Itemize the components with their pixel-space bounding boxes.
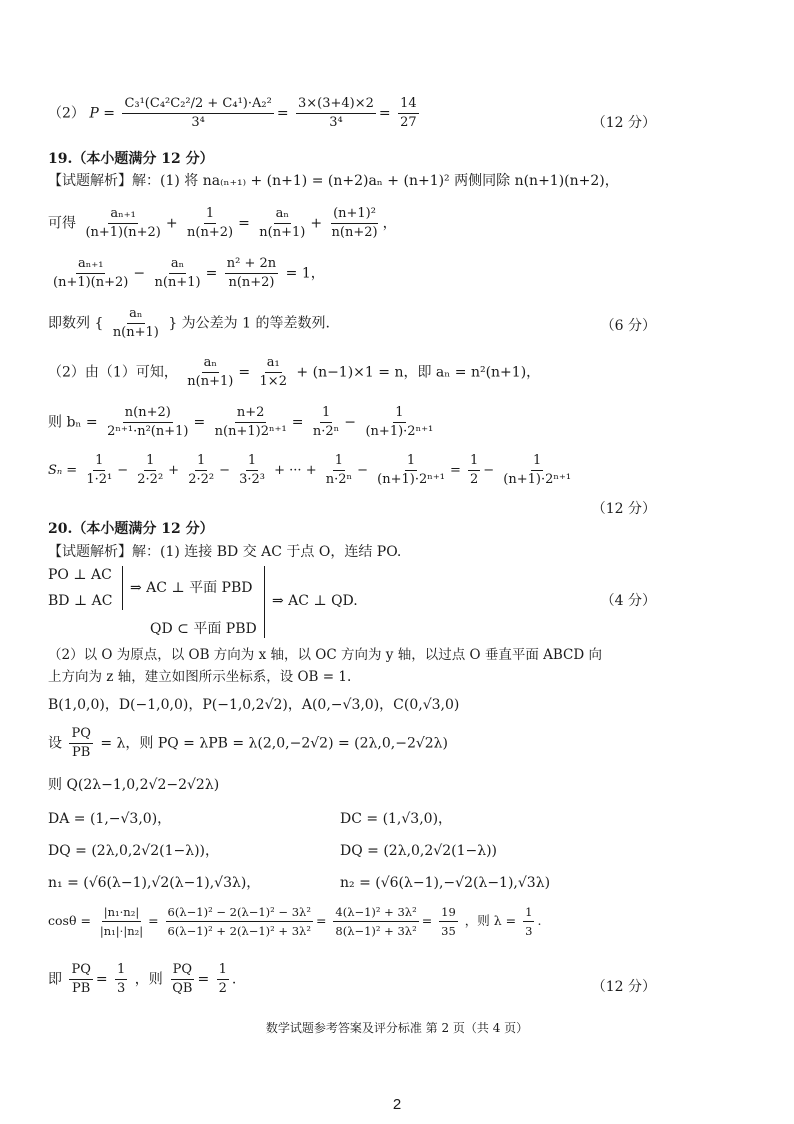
p18-lhs: P = <box>89 105 115 122</box>
q19-score1: （6 分） <box>600 318 656 334</box>
q20-cond3: ⇒ AC ⊥ 平面 PBD <box>130 580 253 596</box>
q20-score2: （12 分） <box>591 979 656 995</box>
q20-cond1: PO ⊥ AC <box>48 567 112 583</box>
q19-score2: （12 分） <box>591 501 656 517</box>
q20-dq2: DQ = (2λ,0,2√2(1−λ)) <box>340 843 498 859</box>
q20-part2-line1: （2）以 O 为原点，以 OB 方向为 x 轴，以 OC 方向为 y 轴，以过点 O 垂直平面 ABCD 向 <box>48 647 603 663</box>
p18-frac3: $\frac{14}{27}$ <box>400 96 417 130</box>
q20-part2-line2: 上方向为 z 轴，建立如图所示坐标系，设 OB = 1. <box>48 669 352 685</box>
q20-set-line: 设 $\frac{PQ}{PB}$ = λ，则 PQ = λPB = λ(2,0,−2√2) = (2λ,0,−2√2λ) <box>48 726 449 760</box>
q20-score1: （4 分） <box>600 593 656 609</box>
q20-header: 20.（本小题满分 12 分） <box>48 521 214 537</box>
p18-score: （12 分） <box>591 115 656 131</box>
q20-brace-left <box>122 566 123 610</box>
page-footer: 数学试题参考答案及评分标准 第 2 页（共 4 页） <box>265 1021 529 1035</box>
p18-frac2: $\frac{3\times(3+4)\times 2}{\text{3⁴}}$ <box>298 96 374 130</box>
q20-cond2: BD ⊥ AC <box>48 593 113 609</box>
p18-frac1: $\frac{\text{C₃¹(C₄²C₂²/2 + C₄¹)·A₂²}}{\text{3⁴}}$ <box>124 96 272 130</box>
p18-equation: （2） P = $\frac{\text{C₃¹(C₄²C₂²/2 + C₄¹)·A₂²}}{\text{3⁴}}$ = $\frac{3\times(3+4)\times 2}{\text{3⁴}}$ = $\frac{14}{27}$ <box>48 96 417 130</box>
q20-da: DA = (1,−√3,0)， <box>48 811 172 827</box>
q19-header: 19.（本小题满分 12 分） <box>48 151 214 167</box>
p18-label: （2） <box>48 105 85 122</box>
q20-coords: B(1,0,0)，D(−1,0,0)，P(−1,0,2√2)，A(0,−√3,0)，C(0,√3,0) <box>48 697 460 713</box>
q20-n2: n₂ = (√6(λ−1),−√2(λ−1),√3λ) <box>340 875 551 891</box>
page-number: 2 <box>392 1096 402 1113</box>
q19-line6: 则 bₙ = $\frac{n(n+2)}{\text{2ⁿ⁺¹·n²(n+1)}}$ = $\frac{n+2}{\text{n(n+1)2ⁿ⁺¹}}$ = $\frac{1}{\text{n·2ⁿ}}$ − $\frac{1}{\text{(n+1)·2ⁿ⁺¹}}$ <box>48 405 434 439</box>
q19-line5: （2）由（1）可知， $\frac{\text{aₙ}}{n(n+1)}$ = $\frac{\text{a₁}}{1\times 2}$ + (n−1)×1 = n，即 aₙ = n²(n+1)， <box>48 355 541 389</box>
q19-intro: 【试题解析】解：(1) 将 na₍ₙ₊₁₎ + (n+1) = (n+2)aₙ + (n+1)² 两侧同除 n(n+1)(n+2)， <box>48 173 619 189</box>
q20-cond5: ⇒ AC ⊥ QD. <box>272 593 358 609</box>
q20-n1: n₁ = (√6(λ−1),√2(λ−1),√3λ)， <box>48 875 261 891</box>
q20-cond4: QD ⊂ 平面 PBD <box>150 621 257 637</box>
q20-final-line: 即 $\frac{PQ}{PB}$ = $\frac{1}{3}$ ，则 $\frac{PQ}{QB}$ = $\frac{1}{2}$ . <box>48 962 237 996</box>
q19-line2: 可得 $\frac{\text{aₙ₊₁}}{(n+1)(n+2)}$ + $\frac{1}{n(n+2)}$ = $\frac{\text{aₙ}}{n(n+1)}$ + $\frac{\text{(n+1)²}}{n(n+2)}$ ， <box>48 206 397 240</box>
q20-intro: 【试题解析】解：(1) 连接 BD 交 AC 于点 O，连结 PO. <box>48 544 402 560</box>
q20-q-coord: 则 Q(2λ−1,0,2√2−2√2λ) <box>48 777 220 793</box>
q19-line7: Sₙ = $\frac{1}{\text{1·2¹}}$ − $\frac{1}{\text{2·2²}}$ + $\frac{1}{\text{2·2²}}$ − $\frac{1}{\text{3·2³}}$ + ··· + $\frac{1}{\text{n·2ⁿ}}$ − $\frac{1}{\text{(n+1)·2ⁿ⁺¹}}$ = $\frac{1}{2}$ − $\frac{1}{\text{(n+1)·2ⁿ⁺¹}}$ <box>48 453 572 487</box>
q19-line4: 即数列 { $\frac{\text{aₙ}}{n(n+1)}$ } 为公差为 1 的等差数列. <box>48 306 330 340</box>
q19-line3: $\frac{\text{aₙ₊₁}}{(n+1)(n+2)}$ − $\frac{\text{aₙ}}{n(n+1)}$ = $\frac{\text{n² + 2n}}{n(n+2)}$ = 1， <box>53 256 325 290</box>
q20-brace-right <box>264 566 265 638</box>
q20-cos-line: cosθ = $\frac{\text{|n₁·n₂|}}{\text{|n₁|·|n₂|}}$ = $\frac{\text{6(λ−1)² − 2(λ−1)² − 3λ²}}{\text{6(λ−1)² + 2(λ−1)² + 3λ²}}$ = $\frac{\text{4(λ−1)² + 3λ²}}{\text{8(λ−1)² + 3λ²}}$ = $\frac{19}{35}$ ，则 λ = $\frac{1}{3}$ . <box>48 905 542 938</box>
q20-dq1: DQ = (2λ,0,2√2(1−λ))， <box>48 843 220 859</box>
q20-dc: DC = (1,√3,0)， <box>340 811 453 827</box>
